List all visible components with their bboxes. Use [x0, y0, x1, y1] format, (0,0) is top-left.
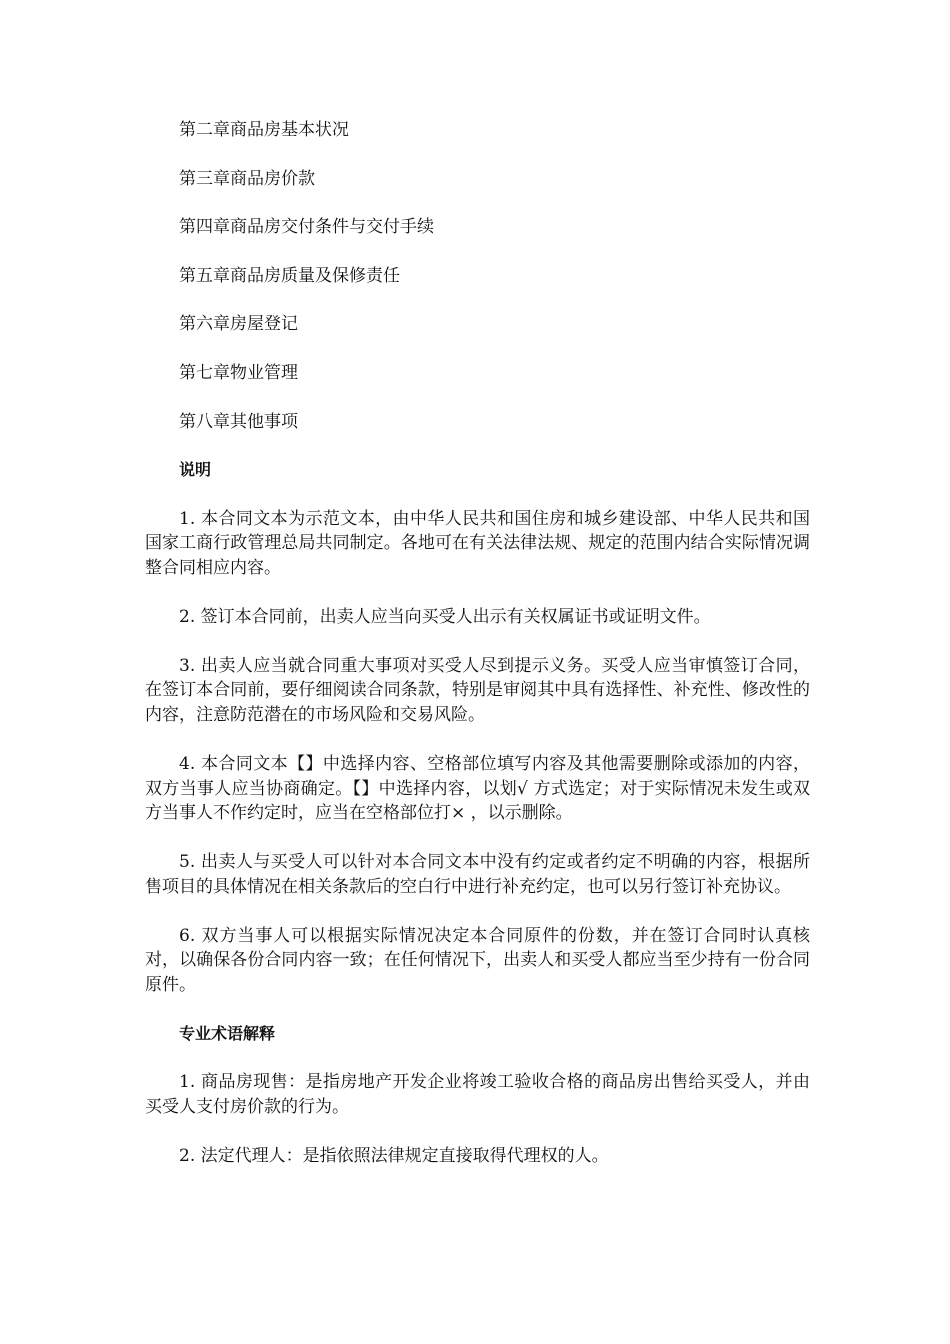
note-item-2: 2. 签订本合同前，出卖人应当向买受人出示有关权属证书或证明文件。 — [179, 606, 711, 627]
toc-item-chapter-8: 第八章其他事项 — [179, 411, 298, 432]
term-item-2: 2. 法定代理人：是指依照法律规定直接取得代理权的人。 — [179, 1146, 609, 1166]
toc-item-chapter-5: 第五章商品房质量及保修责任 — [179, 265, 400, 286]
toc-item-chapter-7: 第七章物业管理 — [179, 362, 298, 383]
toc-item-chapter-4: 第四章商品房交付条件与交付手续 — [179, 217, 434, 238]
toc-item-chapter-6: 第六章房屋登记 — [179, 314, 298, 335]
notes-section — [145, 458, 810, 997]
note-item-6: 6. 双方当事人可以根据实际情况决定本合同原件的份数，并在签订合同时认真核对，以确保各份合同内容一致；在任何情况下，出卖人和买受人都应当至少持有一份合同原件。 — [145, 925, 810, 995]
table-of-contents — [145, 118, 810, 434]
note-item-1: 1. 本合同文本为示范文本，由中华人民共和国住房和城乡建设部、中华人民共和国国家工商行政管理总局共同制定。各地可在有关法律法规、规定的范围内结合实际情况调整合同相应内容。 — [145, 508, 810, 578]
notes-heading: 说明 — [179, 460, 212, 480]
note-item-3: 3. 出卖人应当就合同重大事项对买受人尽到提示义务。买受人应当审慎签订合同，在签订本合同前，要仔细阅读合同条款，特别是审阅其中具有选择性、补充性、修改性的内容，注意防范潜在的市场风险和交易风险。 — [145, 655, 810, 725]
toc-item-chapter-3: 第三章商品房价款 — [179, 168, 315, 189]
note-item-4: 4. 本合同文本【】中选择内容、空格部位填写内容及其他需要删除或添加的内容，双方当事人应当协商确定。【】中选择内容，以划√ 方式选定；对于实际情况未发生或双方当事人不作约定时，应当在空格部位打× ，以示删除。 — [145, 754, 810, 824]
toc-item-chapter-2: 第二章商品房基本状况 — [179, 120, 349, 140]
terms-section — [145, 1022, 810, 1169]
terms-heading: 专业术语解释 — [179, 1023, 276, 1043]
note-item-5: 5. 出卖人与买受人可以针对本合同文本中没有约定或者约定不明确的内容，根据所售项目的具体情况在相关条款后的空白行中进行补充约定，也可以另行签订补充协议。 — [145, 852, 810, 897]
term-item-1: 1. 商品房现售：是指房地产开发企业将竣工验收合格的商品房出售给买受人，并由买受人支付房价款的行为。 — [145, 1072, 810, 1117]
document-page — [145, 118, 810, 1193]
